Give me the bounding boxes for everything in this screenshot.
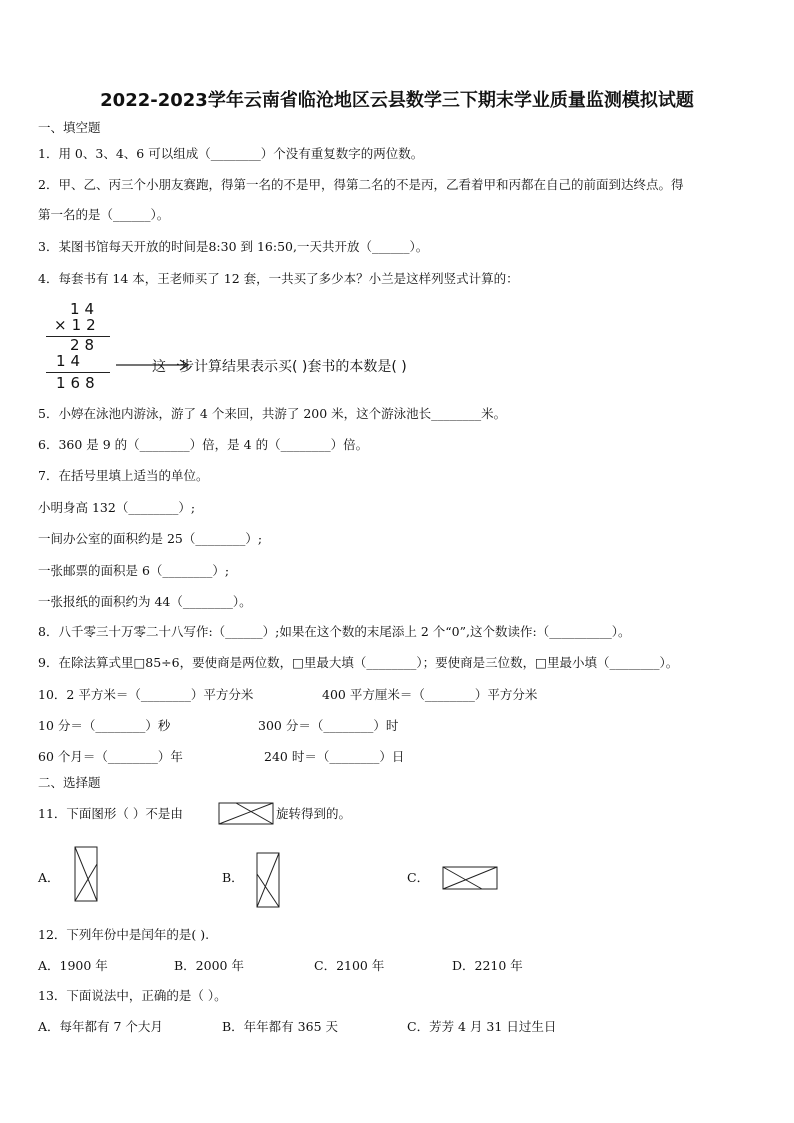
question-10-c: 10 分＝（________）秒 (38, 718, 171, 733)
question-13-option-a[interactable]: A．每年都有 7 个大月 (38, 1019, 163, 1034)
question-5: 5．小婷在泳池内游泳，游了 4 个来回，共游了 200 米，这个游泳池长________米。 (38, 406, 507, 421)
question-13: 13．下面说法中，正确的是（ ）。 (38, 988, 227, 1003)
calc-partial-2: 14 (56, 352, 86, 370)
question-4: 4．每套书有 14 本，王老师买了 12 套，一共买了多少本？小兰是这样列竖式计算的： (38, 271, 519, 286)
question-7-item-2: 一间办公室的面积约是 25（________）; (38, 531, 263, 546)
question-12-option-d[interactable]: D．2210 年 (452, 958, 523, 973)
option-a-figure[interactable] (74, 846, 100, 904)
question-6: 6．360 是 9 的（________）倍，是 4 的（________）倍。 (38, 437, 369, 452)
option-b-label: B． (222, 870, 244, 885)
reference-rectangle-figure (218, 802, 276, 826)
question-10-a: 10．2 平方米＝（________）平方分米 (38, 687, 254, 702)
calc-multiplicand: 14 (70, 300, 100, 318)
section-heading-fill-blank: 一、填空题 (38, 120, 101, 135)
question-10-e: 60 个月＝（________）年 (38, 749, 183, 764)
question-8: 8．八千零三十万零二十八写作:（______）;如果在这个数的末尾添上 2 个“0”,这个数读作:（__________）。 (38, 624, 631, 639)
question-13-option-b[interactable]: B．年年都有 365 天 (222, 1019, 338, 1034)
calc-partial-1: 28 (70, 336, 100, 354)
question-12: 12．下列年份中是闰年的是( ). (38, 927, 210, 942)
option-c-label: C． (407, 870, 430, 885)
question-10-b: 400 平方厘米＝（________）平方分米 (322, 687, 538, 702)
question-10-f: 240 时＝（________）日 (264, 749, 405, 764)
question-12-option-a[interactable]: A．1900 年 (38, 958, 108, 973)
question-12-option-c[interactable]: C．2100 年 (314, 958, 385, 973)
section-heading-multiple-choice: 二、选择题 (38, 775, 101, 790)
calc-rule-2 (46, 372, 110, 373)
question-7-item-4: 一张报纸的面积约为 44（________）。 (38, 594, 252, 609)
question-11-part-2: 旋转得到的。 (276, 806, 352, 821)
question-7: 7．在括号里填上适当的单位。 (38, 468, 209, 483)
vertical-multiplication (40, 300, 500, 395)
option-b-figure[interactable] (256, 852, 282, 910)
question-7-item-3: 一张邮票的面积是 6（________）; (38, 563, 230, 578)
page-title: 2022-2023学年云南省临沧地区云县数学三下期末学业质量监测模拟试题 (100, 90, 694, 111)
calc-product: 168 (56, 374, 100, 392)
question-7-item-1: 小明身高 132（________）; (38, 500, 196, 515)
option-c-figure[interactable] (442, 866, 500, 892)
question-3: 3．某图书馆每天开放的时间是8:30 到 16:50,一天共开放（______）。 (38, 239, 429, 254)
question-1: 1．用 0、3、4、6 可以组成（________）个没有重复数字的两位数。 (38, 146, 424, 161)
question-2-line-1: 2．甲、乙、丙三个小朋友赛跑，得第一名的不是甲，得第二名的不是丙，乙看着甲和丙都在自己的前面到达终点。得 (38, 177, 684, 192)
question-12-option-b[interactable]: B．2000 年 (174, 958, 244, 973)
question-10-d: 300 分＝（________）时 (258, 718, 399, 733)
question-11-part-1: 11．下面图形（ ）不是由 (38, 806, 183, 821)
question-13-option-c[interactable]: C．芳芳 4 月 31 日过生日 (407, 1019, 557, 1034)
option-a-label: A． (38, 870, 60, 885)
calc-annotation: 这一步计算结果表示买( )套书的本数是( ) (152, 359, 407, 375)
question-2-line-2: 第一名的是（______）。 (38, 207, 170, 222)
calc-multiplier: ×12 (54, 316, 101, 334)
question-9: 9．在除法算式里□85÷6，要使商是两位数，□里最大填（________）；要使商是三位数，□里最小填（________）。 (38, 655, 679, 670)
